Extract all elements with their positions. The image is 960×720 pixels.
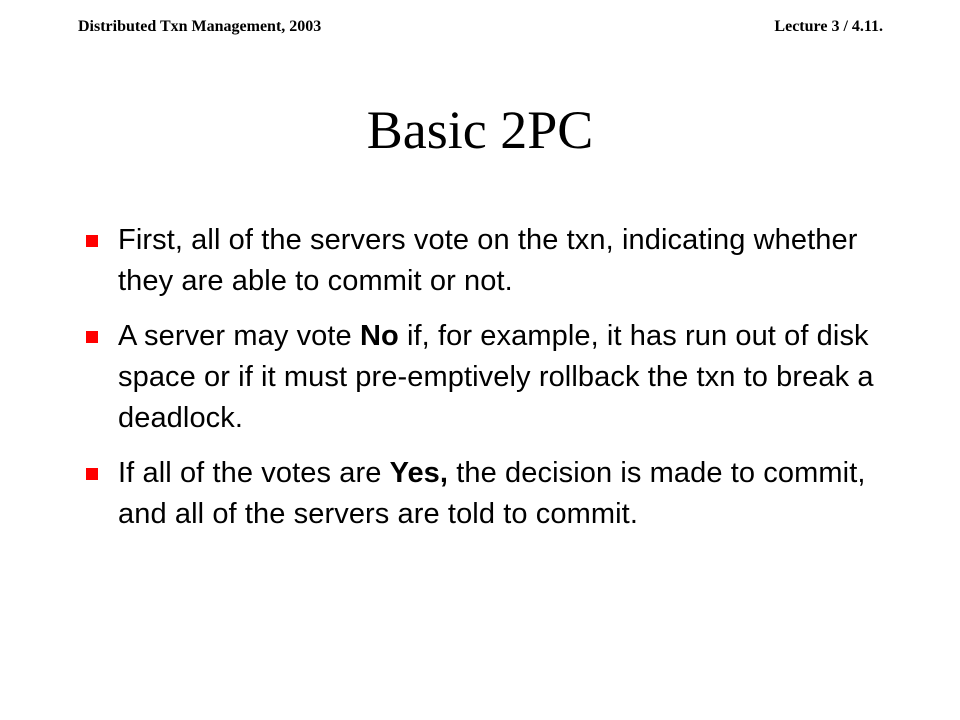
bullet-text-3-bold: Yes, bbox=[389, 457, 449, 489]
course-header: Distributed Txn Management, 2003 bbox=[78, 18, 322, 35]
bullet-text-3-post: the decision is made to commit, and all of the servers are told to commit. bbox=[118, 457, 866, 530]
red-square-bullet-icon bbox=[86, 468, 98, 480]
bullet-item-2 bbox=[84, 316, 884, 439]
slide-title: Basic 2PC bbox=[366, 100, 594, 160]
red-square-bullet-icon bbox=[86, 235, 98, 247]
bullet-text-2-pre: A server may vote bbox=[118, 320, 360, 352]
bullet-text-3-pre: If all of the votes are bbox=[118, 457, 390, 489]
bullet-list bbox=[84, 220, 884, 549]
lecture-header: Lecture 3 / 4.11. bbox=[774, 18, 883, 35]
bullet-item-1 bbox=[84, 220, 884, 302]
bullet-text-2-post: if, for example, it has run out of disk space or if it must pre-emptively rollback the txn to break a deadlock. bbox=[118, 320, 874, 434]
bullet-item-3 bbox=[84, 453, 884, 535]
bullet-text-1: First, all of the servers vote on the txn, indicating whether they are able to commit or not. bbox=[118, 224, 858, 297]
red-square-bullet-icon bbox=[86, 331, 98, 343]
bullet-text-2-bold: No bbox=[359, 320, 399, 352]
